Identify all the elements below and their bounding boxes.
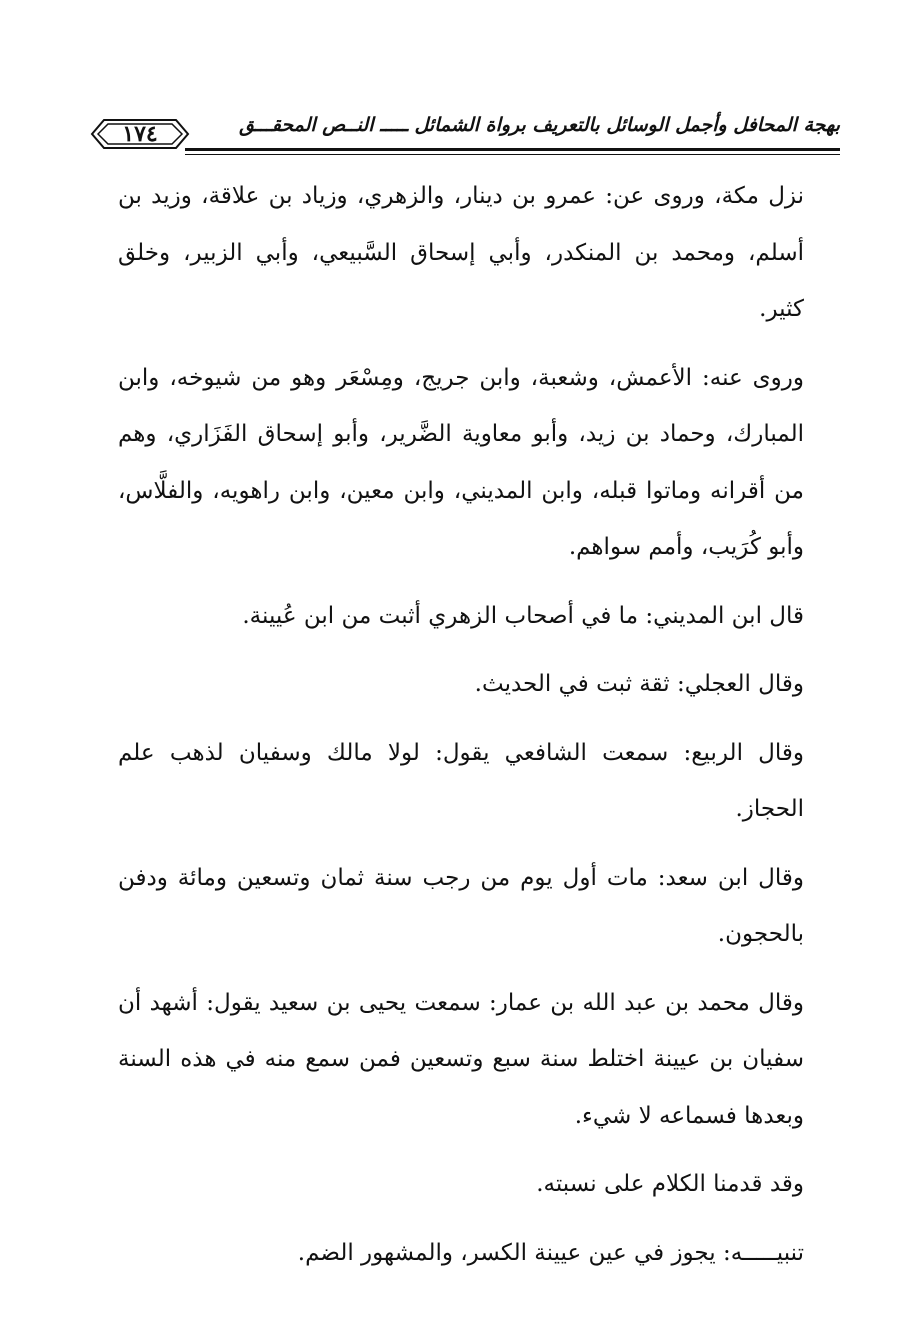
text-line: الحجاز. — [735, 796, 804, 822]
paragraph — [118, 1156, 840, 1213]
text-line: وخلق كثير. — [118, 239, 804, 322]
header-title: بهجة المحافل وأجمل الوسائل بالتعريف برواة الشمائل ـــــ النــص المحقـــق — [239, 114, 840, 136]
paragraph — [118, 975, 840, 1145]
paragraph — [118, 850, 840, 963]
paragraph — [118, 168, 840, 338]
paragraph — [118, 350, 840, 576]
paragraph — [118, 725, 840, 838]
text-line: قال ابن المديني: ما في أصحاب الزهري أثبت من ابن عُيينة. — [242, 602, 804, 629]
header-rule-thin — [185, 154, 840, 155]
page-number: ١٧٤ — [122, 121, 158, 147]
paragraph — [118, 588, 840, 645]
text-line: الفَزَاري، وهم من أقرانه وماتوا قبله، وابن المديني، وابن معين، وابن — [118, 421, 805, 504]
text-line: أن سفيان بن عيينة اختلط سنة سبع وتسعين فمن سمع منه في هذه السنة — [118, 989, 804, 1072]
text-line: وقال الربيع: سمعت الشافعي يقول: لولا مالك وسفيان لذهب علم — [118, 739, 804, 766]
text-line: وقال العجلي: ثقة ثبت في الحديث. — [474, 671, 804, 697]
text-line: وابن المبارك، وحماد بن زيد، وأبو معاوية الضَّرير، وأبو إسحاق — [118, 364, 805, 447]
text-line: بالحجون. — [717, 921, 804, 947]
running-header — [90, 108, 840, 158]
header-rule-thick — [185, 148, 840, 151]
text-line: وقال محمد بن عبد الله بن عمار: سمعت يحيى بن سعيد يقول: أشهد — [149, 989, 805, 1016]
text-line: راهويه، والفلَّاس، وأبو كُرَيب، وأمم سواهم. — [118, 477, 804, 560]
text-line: وبعدها فسماعه لا شيء. — [574, 1102, 804, 1129]
text-line: وقال ابن سعد: مات أول يوم من رجب سنة ثمان وتسعين ومائة ودفن — [118, 864, 804, 891]
text-line: وقد قدمنا الكلام على نسبته. — [536, 1171, 804, 1197]
text-line: وزيد بن أسلم، ومحمد بن المنكدر، وأبي إسحاق السَّبيعي، وأبي الزبير، — [118, 183, 804, 266]
main-text — [118, 168, 840, 1281]
page-number-badge — [90, 114, 190, 154]
text-line: نزل مكة، وروى عن: عمرو بن دينار، والزهري، وزياد بن علاقة، — [201, 183, 804, 209]
text-line: تنبيـــــه: يجوز في عين عيينة الكسر، والمشهور الضم. — [297, 1239, 804, 1266]
text-line: وروى عنه: الأعمش، وشعبة، وابن جريج، ومِسْعَر وهو من شيوخه، — [169, 364, 804, 391]
paragraph-note — [118, 1225, 840, 1282]
paragraph — [118, 656, 840, 713]
